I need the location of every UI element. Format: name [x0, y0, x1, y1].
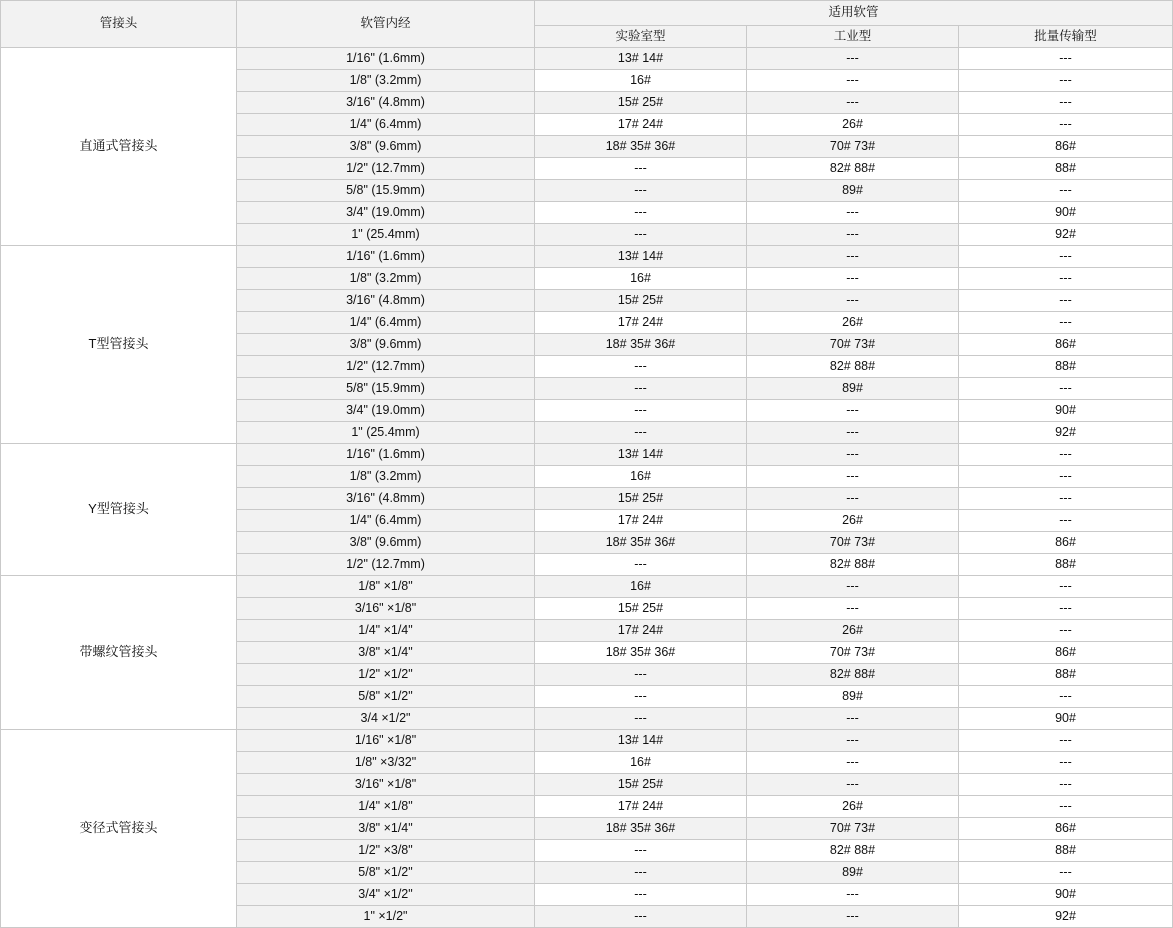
- hose-size-cell: 3/8" ×1/4": [237, 818, 535, 840]
- industrial-type-cell: 70# 73#: [747, 818, 959, 840]
- industrial-type-cell: 70# 73#: [747, 334, 959, 356]
- bulk-type-cell: 88#: [959, 158, 1173, 180]
- bulk-type-cell: ---: [959, 48, 1173, 70]
- industrial-type-cell: ---: [747, 906, 959, 928]
- bulk-type-cell: 90#: [959, 202, 1173, 224]
- lab-type-cell: 15# 25#: [535, 488, 747, 510]
- hose-size-cell: 3/16" (4.8mm): [237, 488, 535, 510]
- bulk-type-cell: ---: [959, 312, 1173, 334]
- hose-size-cell: 1/2" (12.7mm): [237, 356, 535, 378]
- industrial-type-cell: ---: [747, 70, 959, 92]
- bulk-type-cell: 88#: [959, 840, 1173, 862]
- lab-type-cell: 17# 24#: [535, 510, 747, 532]
- industrial-type-cell: ---: [747, 92, 959, 114]
- hose-size-cell: 3/8" (9.6mm): [237, 136, 535, 158]
- industrial-type-cell: 82# 88#: [747, 158, 959, 180]
- bulk-type-cell: ---: [959, 444, 1173, 466]
- lab-type-cell: 16#: [535, 752, 747, 774]
- lab-type-cell: 16#: [535, 70, 747, 92]
- bulk-type-cell: 86#: [959, 334, 1173, 356]
- table-row: [1, 444, 1173, 466]
- lab-type-cell: 17# 24#: [535, 114, 747, 136]
- hose-size-cell: 1/8" ×1/8": [237, 576, 535, 598]
- hose-size-cell: 1/8" (3.2mm): [237, 268, 535, 290]
- table-row: [1, 576, 1173, 598]
- lab-type-cell: ---: [535, 378, 747, 400]
- industrial-type-cell: 26#: [747, 114, 959, 136]
- lab-type-cell: 17# 24#: [535, 312, 747, 334]
- bulk-type-cell: ---: [959, 598, 1173, 620]
- industrial-type-cell: 82# 88#: [747, 840, 959, 862]
- lab-type-cell: 16#: [535, 268, 747, 290]
- bulk-type-cell: ---: [959, 92, 1173, 114]
- bulk-type-cell: 86#: [959, 136, 1173, 158]
- hose-size-cell: 1/4" (6.4mm): [237, 114, 535, 136]
- industrial-type-cell: ---: [747, 400, 959, 422]
- bulk-type-cell: 88#: [959, 664, 1173, 686]
- industrial-type-cell: ---: [747, 774, 959, 796]
- header-lab-type: 实验室型: [535, 26, 747, 48]
- bulk-type-cell: ---: [959, 378, 1173, 400]
- bulk-type-cell: 88#: [959, 554, 1173, 576]
- industrial-type-cell: 70# 73#: [747, 642, 959, 664]
- industrial-type-cell: 89#: [747, 180, 959, 202]
- lab-type-cell: ---: [535, 906, 747, 928]
- hose-size-cell: 1/16" (1.6mm): [237, 246, 535, 268]
- industrial-type-cell: 26#: [747, 510, 959, 532]
- industrial-type-cell: ---: [747, 576, 959, 598]
- lab-type-cell: ---: [535, 554, 747, 576]
- industrial-type-cell: ---: [747, 202, 959, 224]
- industrial-type-cell: ---: [747, 466, 959, 488]
- industrial-type-cell: 89#: [747, 862, 959, 884]
- industrial-type-cell: ---: [747, 444, 959, 466]
- industrial-type-cell: ---: [747, 268, 959, 290]
- hose-size-cell: 1/8" (3.2mm): [237, 466, 535, 488]
- fitting-type-cell: Y型管接头: [1, 444, 237, 576]
- bulk-type-cell: ---: [959, 466, 1173, 488]
- fitting-type-cell: 变径式管接头: [1, 730, 237, 928]
- table-row: [1, 730, 1173, 752]
- lab-type-cell: ---: [535, 840, 747, 862]
- industrial-type-cell: ---: [747, 224, 959, 246]
- table-header: [1, 1, 1173, 48]
- hose-size-cell: 3/4 ×1/2": [237, 708, 535, 730]
- header-fitting-type: 管接头: [1, 1, 237, 48]
- bulk-type-cell: 92#: [959, 906, 1173, 928]
- lab-type-cell: 18# 35# 36#: [535, 334, 747, 356]
- hose-size-cell: 1/2" ×1/2": [237, 664, 535, 686]
- lab-type-cell: 15# 25#: [535, 774, 747, 796]
- header-hose-inner-diameter: 软管内经: [237, 1, 535, 48]
- lab-type-cell: 15# 25#: [535, 598, 747, 620]
- hose-size-cell: 1/4" (6.4mm): [237, 510, 535, 532]
- industrial-type-cell: 26#: [747, 796, 959, 818]
- industrial-type-cell: 26#: [747, 620, 959, 642]
- lab-type-cell: ---: [535, 202, 747, 224]
- hose-size-cell: 3/4" (19.0mm): [237, 202, 535, 224]
- hose-size-cell: 3/4" ×1/2": [237, 884, 535, 906]
- bulk-type-cell: ---: [959, 576, 1173, 598]
- industrial-type-cell: 82# 88#: [747, 554, 959, 576]
- bulk-type-cell: ---: [959, 730, 1173, 752]
- industrial-type-cell: 26#: [747, 312, 959, 334]
- header-bulk-transfer-type: 批量传输型: [959, 26, 1173, 48]
- bulk-type-cell: ---: [959, 290, 1173, 312]
- hose-size-cell: 1/2" (12.7mm): [237, 554, 535, 576]
- header-industrial-type: 工业型: [747, 26, 959, 48]
- bulk-type-cell: 92#: [959, 224, 1173, 246]
- lab-type-cell: 13# 14#: [535, 48, 747, 70]
- industrial-type-cell: 89#: [747, 686, 959, 708]
- hose-size-cell: 3/4" (19.0mm): [237, 400, 535, 422]
- bulk-type-cell: 86#: [959, 818, 1173, 840]
- hose-size-cell: 1/8" ×3/32": [237, 752, 535, 774]
- lab-type-cell: 13# 14#: [535, 730, 747, 752]
- industrial-type-cell: 70# 73#: [747, 136, 959, 158]
- lab-type-cell: ---: [535, 180, 747, 202]
- hose-size-cell: 3/8" (9.6mm): [237, 532, 535, 554]
- header-row-top: [1, 1, 1173, 26]
- lab-type-cell: 18# 35# 36#: [535, 532, 747, 554]
- industrial-type-cell: ---: [747, 290, 959, 312]
- bulk-type-cell: ---: [959, 752, 1173, 774]
- lab-type-cell: 16#: [535, 466, 747, 488]
- lab-type-cell: ---: [535, 158, 747, 180]
- lab-type-cell: ---: [535, 884, 747, 906]
- bulk-type-cell: ---: [959, 488, 1173, 510]
- hose-size-cell: 1/4" ×1/8": [237, 796, 535, 818]
- lab-type-cell: ---: [535, 708, 747, 730]
- hose-size-cell: 3/16" (4.8mm): [237, 290, 535, 312]
- bulk-type-cell: ---: [959, 862, 1173, 884]
- bulk-type-cell: 86#: [959, 532, 1173, 554]
- industrial-type-cell: ---: [747, 488, 959, 510]
- bulk-type-cell: ---: [959, 686, 1173, 708]
- lab-type-cell: 18# 35# 36#: [535, 136, 747, 158]
- bulk-type-cell: ---: [959, 510, 1173, 532]
- lab-type-cell: 16#: [535, 576, 747, 598]
- bulk-type-cell: 92#: [959, 422, 1173, 444]
- hose-size-cell: 1/4" ×1/4": [237, 620, 535, 642]
- industrial-type-cell: 89#: [747, 378, 959, 400]
- hose-size-cell: 3/16" (4.8mm): [237, 92, 535, 114]
- hose-size-cell: 1/2" (12.7mm): [237, 158, 535, 180]
- bulk-type-cell: 90#: [959, 708, 1173, 730]
- hose-size-cell: 1" (25.4mm): [237, 224, 535, 246]
- industrial-type-cell: ---: [747, 422, 959, 444]
- industrial-type-cell: ---: [747, 730, 959, 752]
- bulk-type-cell: 86#: [959, 642, 1173, 664]
- industrial-type-cell: ---: [747, 48, 959, 70]
- bulk-type-cell: 90#: [959, 884, 1173, 906]
- lab-type-cell: 15# 25#: [535, 92, 747, 114]
- table-row: [1, 48, 1173, 70]
- hose-size-cell: 1/2" ×3/8": [237, 840, 535, 862]
- lab-type-cell: ---: [535, 664, 747, 686]
- hose-size-cell: 1/16" (1.6mm): [237, 444, 535, 466]
- bulk-type-cell: ---: [959, 70, 1173, 92]
- hose-size-cell: 1/16" (1.6mm): [237, 48, 535, 70]
- industrial-type-cell: ---: [747, 708, 959, 730]
- lab-type-cell: 13# 14#: [535, 246, 747, 268]
- hose-size-cell: 1/8" (3.2mm): [237, 70, 535, 92]
- lab-type-cell: 17# 24#: [535, 796, 747, 818]
- bulk-type-cell: ---: [959, 268, 1173, 290]
- industrial-type-cell: ---: [747, 884, 959, 906]
- fitting-type-cell: T型管接头: [1, 246, 237, 444]
- lab-type-cell: ---: [535, 686, 747, 708]
- industrial-type-cell: 82# 88#: [747, 664, 959, 686]
- hose-size-cell: 3/8" ×1/4": [237, 642, 535, 664]
- industrial-type-cell: ---: [747, 598, 959, 620]
- industrial-type-cell: ---: [747, 752, 959, 774]
- bulk-type-cell: ---: [959, 246, 1173, 268]
- bulk-type-cell: 88#: [959, 356, 1173, 378]
- hose-size-cell: 5/8" ×1/2": [237, 862, 535, 884]
- fitting-type-cell: 带螺纹管接头: [1, 576, 237, 730]
- bulk-type-cell: ---: [959, 620, 1173, 642]
- table-row: [1, 246, 1173, 268]
- lab-type-cell: ---: [535, 862, 747, 884]
- lab-type-cell: ---: [535, 224, 747, 246]
- hose-size-cell: 1" ×1/2": [237, 906, 535, 928]
- hose-size-cell: 5/8" (15.9mm): [237, 378, 535, 400]
- bulk-type-cell: ---: [959, 114, 1173, 136]
- industrial-type-cell: ---: [747, 246, 959, 268]
- bulk-type-cell: ---: [959, 796, 1173, 818]
- lab-type-cell: 17# 24#: [535, 620, 747, 642]
- industrial-type-cell: 70# 73#: [747, 532, 959, 554]
- lab-type-cell: ---: [535, 356, 747, 378]
- bulk-type-cell: ---: [959, 180, 1173, 202]
- hose-size-cell: 5/8" (15.9mm): [237, 180, 535, 202]
- lab-type-cell: 15# 25#: [535, 290, 747, 312]
- hose-size-cell: 3/16" ×1/8": [237, 774, 535, 796]
- lab-type-cell: 18# 35# 36#: [535, 818, 747, 840]
- lab-type-cell: ---: [535, 400, 747, 422]
- bulk-type-cell: 90#: [959, 400, 1173, 422]
- lab-type-cell: 13# 14#: [535, 444, 747, 466]
- hose-size-cell: 3/8" (9.6mm): [237, 334, 535, 356]
- industrial-type-cell: 82# 88#: [747, 356, 959, 378]
- hose-size-cell: 1" (25.4mm): [237, 422, 535, 444]
- hose-size-cell: 1/4" (6.4mm): [237, 312, 535, 334]
- bulk-type-cell: ---: [959, 774, 1173, 796]
- hose-size-cell: 1/16" ×1/8": [237, 730, 535, 752]
- fitting-type-cell: 直通式管接头: [1, 48, 237, 246]
- hose-size-cell: 5/8" ×1/2": [237, 686, 535, 708]
- header-applicable-hose: 适用软管: [535, 1, 1173, 26]
- table-body: [1, 48, 1173, 928]
- hose-size-cell: 3/16" ×1/8": [237, 598, 535, 620]
- lab-type-cell: 18# 35# 36#: [535, 642, 747, 664]
- lab-type-cell: ---: [535, 422, 747, 444]
